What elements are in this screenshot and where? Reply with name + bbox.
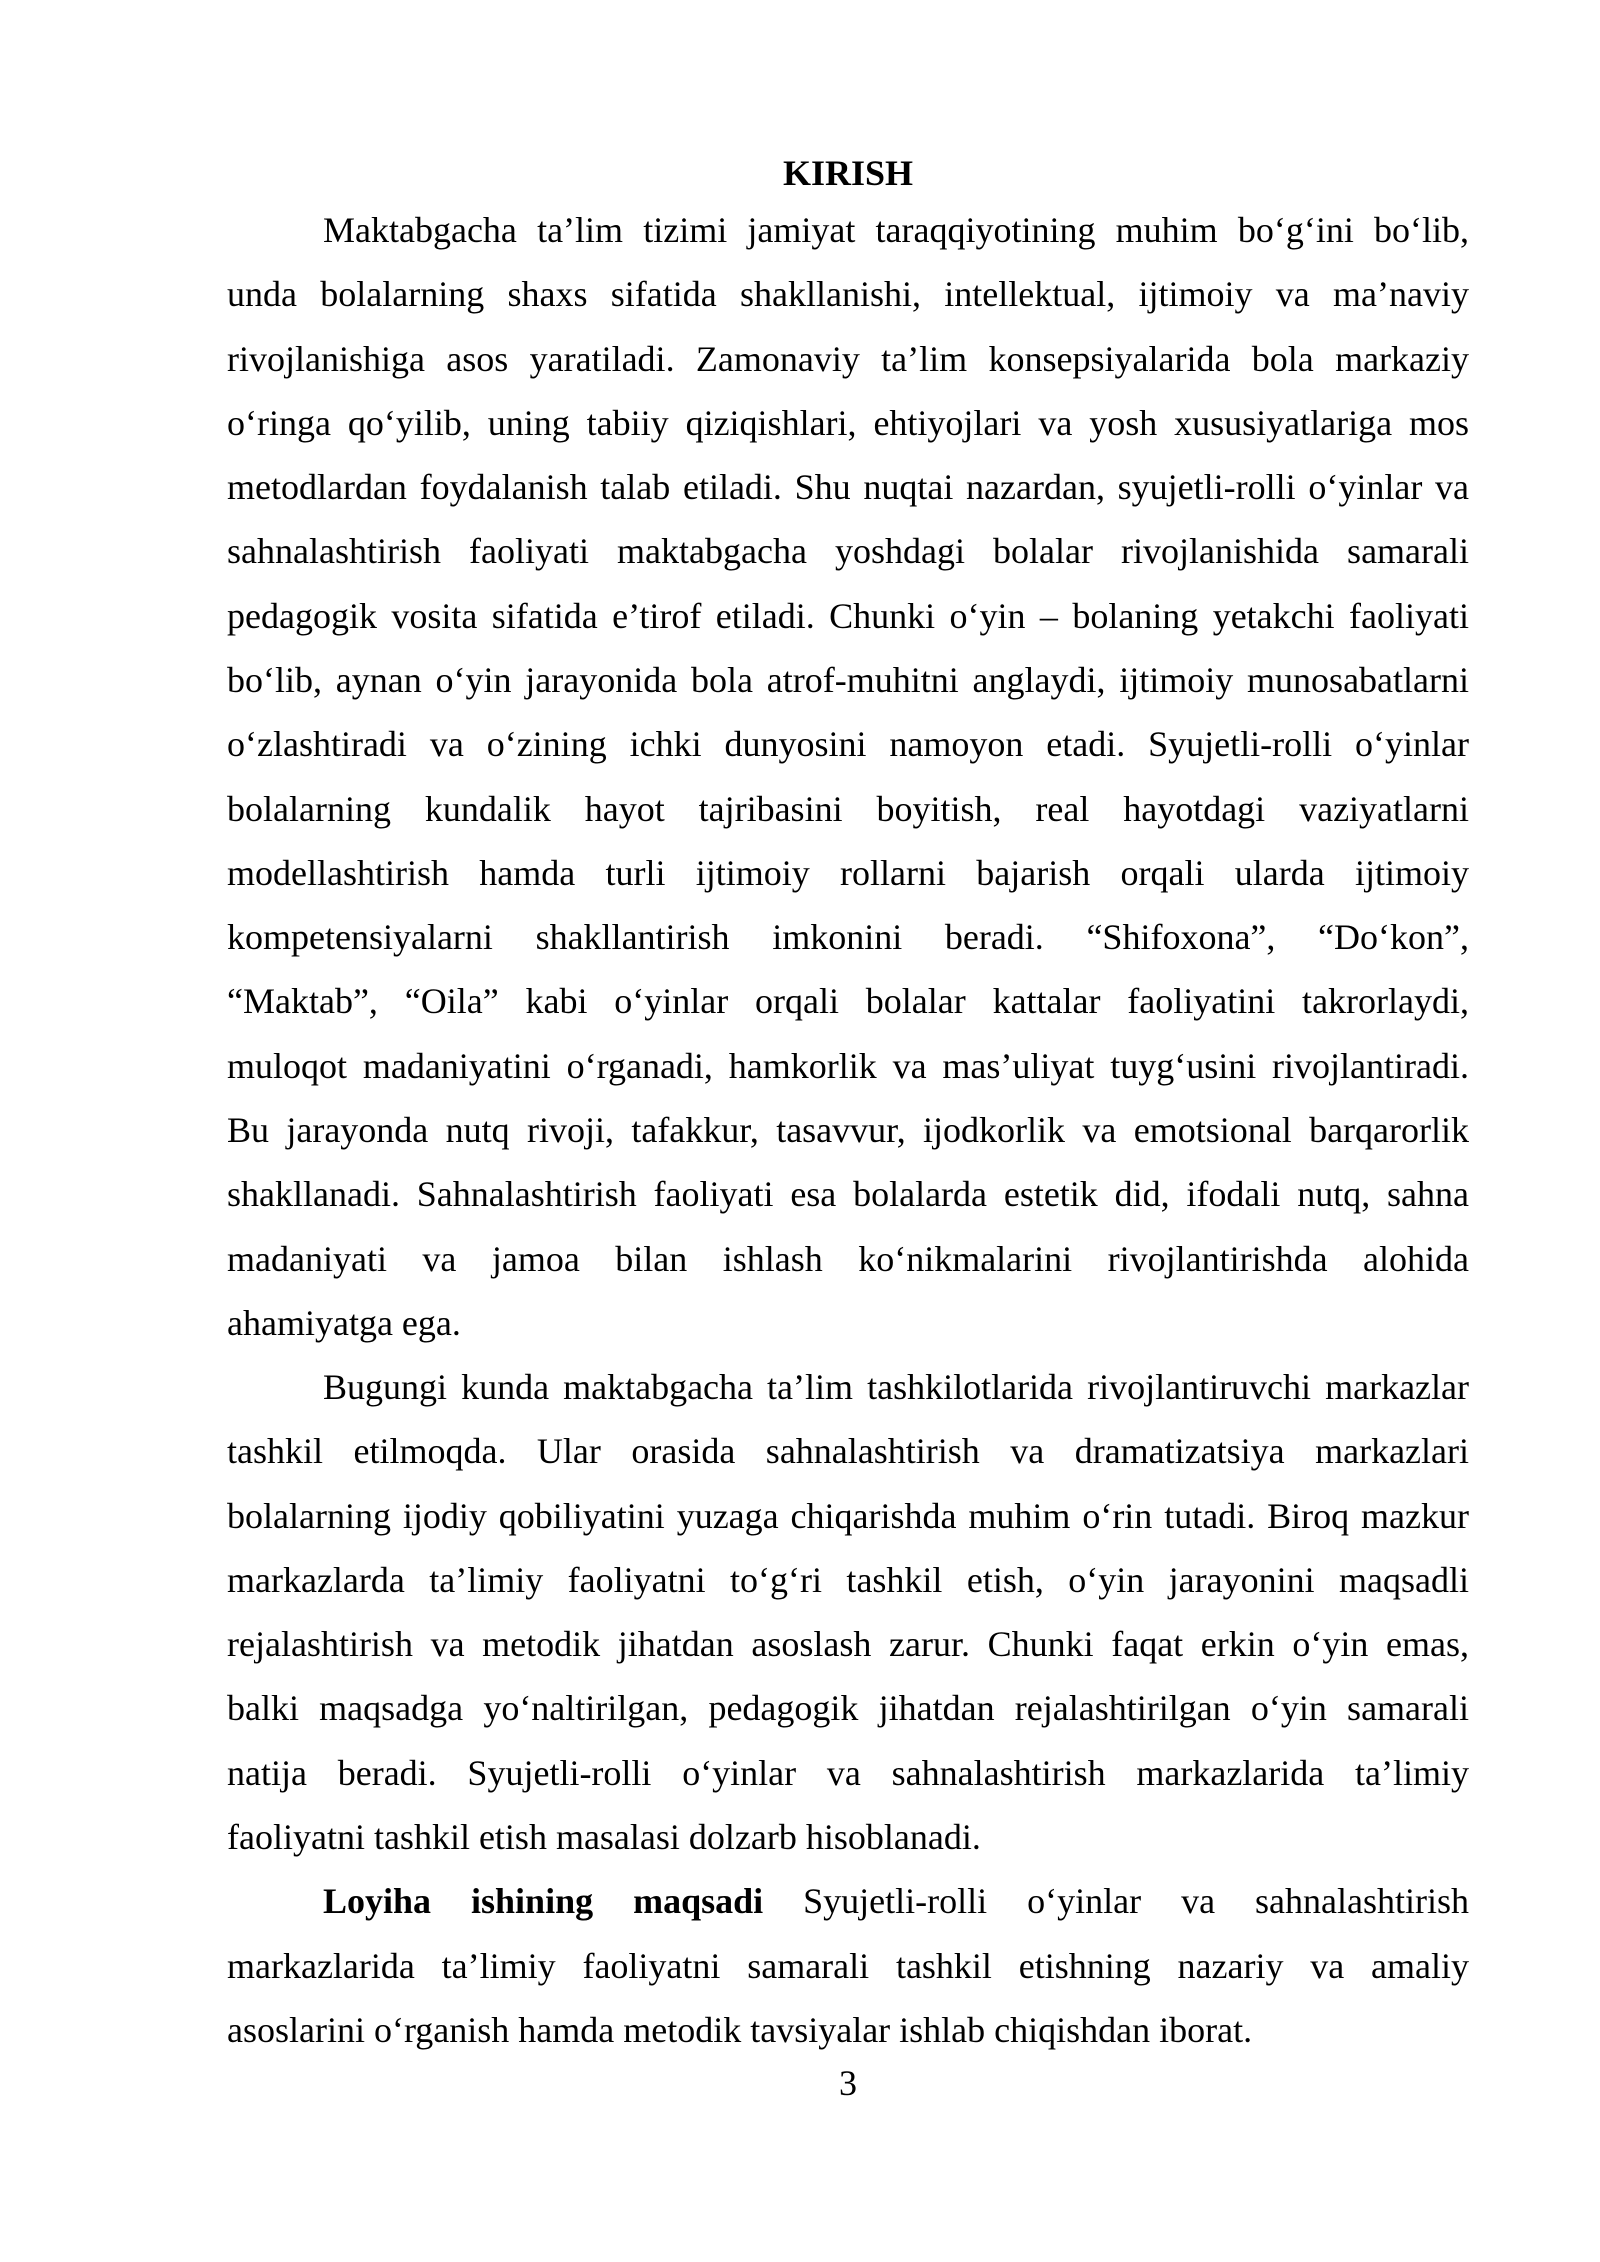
text-line: natija beradi. Syujetli-rolli o‘yinlar va sahnalashtirish markazlarida ta’limiy (227, 1752, 1469, 1793)
text-line: balki maqsadga yo‘naltirilgan, pedagogik jihatdan rejalashtirilgan o‘yin samarali (227, 1688, 1469, 1729)
text-line: rejalashtirish va metodik jihatdan asoslash zarur. Chunki faqat erkin o‘yin emas, (227, 1624, 1469, 1665)
text-line: unda bolalarning shaxs sifatida shakllanishi, intellektual, ijtimoiy va ma’naviy (227, 274, 1469, 315)
text-line: rivojlanishiga asos yaratiladi. Zamonaviy ta’lim konsepsiyalarida bola markaziy (227, 338, 1469, 379)
text-line: pedagogik vosita sifatida e’tirof etiladi. Chunki o‘yin – bolaning yetakchi faoliyati (227, 595, 1469, 636)
text-line: kompetensiyalarni shakllantirish imkonini beradi. “Shifoxona”, “Do‘kon”, (227, 917, 1469, 958)
text-line: asoslarini o‘rganish hamda metodik tavsiyalar ishlab chiqishdan iborat. (227, 2009, 1253, 2050)
paragraph-intro (227, 198, 1469, 1355)
page-number: 3 (839, 2063, 857, 2103)
paragraph-centers (227, 1355, 1469, 1869)
text-line: o‘ringa qo‘yilib, uning tabiiy qiziqishlari, ehtiyojlari va yosh xususiyatlariga mos (227, 402, 1469, 443)
text-line (227, 1869, 1469, 1933)
text-line: bo‘lib, aynan o‘yin jarayonida bola atrof-muhitni anglaydi, ijtimoiy munosabatlarni (227, 659, 1469, 700)
section-title: KIRISH (782, 153, 914, 193)
text-line: metodlardan foydalanish talab etiladi. Shu nuqtai nazardan, syujetli-rolli o‘yinlar va (227, 467, 1469, 508)
text-line: ahamiyatga ega. (227, 1302, 461, 1343)
text-line: markazlarda ta’limiy faoliyatni to‘g‘ri tashkil etish, o‘yin jarayonini maqsadli (227, 1559, 1469, 1600)
text-line: Bu jarayonda nutq rivoji, tafakkur, tasavvur, ijodkorlik va emotsional barqarorlik (227, 1109, 1469, 1150)
text-line: sahnalashtirish faoliyati maktabgacha yoshdagi bolalar rivojlanishida samarali (227, 531, 1469, 572)
goal-lead-bold: Loyiha ishining maqsadi (323, 1881, 764, 1922)
goal-lead-rest: Syujetli-rolli o‘yinlar va sahnalashtirish (803, 1881, 1469, 1922)
text-line: Bugungi kunda maktabgacha ta’lim tashkilotlarida rivojlantiruvchi markazlar (323, 1367, 1469, 1408)
text-line: muloqot madaniyatini o‘rganadi, hamkorlik va mas’uliyat tuyg‘usini rivojlantiradi. (227, 1045, 1469, 1086)
text-line: modellashtirish hamda turli ijtimoiy rollarni bajarish orqali ularda ijtimoiy (227, 852, 1469, 893)
paragraph-project-goal (227, 1869, 1469, 2062)
text-line: shakllanadi. Sahnalashtirish faoliyati esa bolalarda estetik did, ifodali nutq, sahna (227, 1174, 1469, 1215)
text-line: madaniyati va jamoa bilan ishlash ko‘nikmalarini rivojlantirishda alohida (227, 1238, 1469, 1279)
text-line: o‘zlashtiradi va o‘zining ichki dunyosini namoyon etadi. Syujetli-rolli o‘yinlar (227, 724, 1469, 765)
text-line: bolalarning ijodiy qobiliyatini yuzaga chiqarishda muhim o‘rin tutadi. Biroq mazkur (227, 1495, 1469, 1536)
text-line: markazlarida ta’limiy faoliyatni samarali tashkil etishning nazariy va amaliy (227, 1945, 1469, 1986)
text-line: Maktabgacha ta’lim tizimi jamiyat taraqqiyotining muhim bo‘g‘ini bo‘lib, (323, 210, 1469, 250)
text-line: faoliyatni tashkil etish masalasi dolzarb hisoblanadi. (227, 1817, 981, 1858)
text-line: bolalarning kundalik hayot tajribasini boyitish, real hayotdagi vaziyatlarni (227, 788, 1469, 829)
text-line: “Maktab”, “Oila” kabi o‘yinlar orqali bolalar kattalar faoliyatini takrorlaydi, (227, 981, 1469, 1022)
text-line: tashkil etilmoqda. Ular orasida sahnalashtirish va dramatizatsiya markazlari (227, 1431, 1469, 1472)
body-text (227, 198, 1469, 2062)
